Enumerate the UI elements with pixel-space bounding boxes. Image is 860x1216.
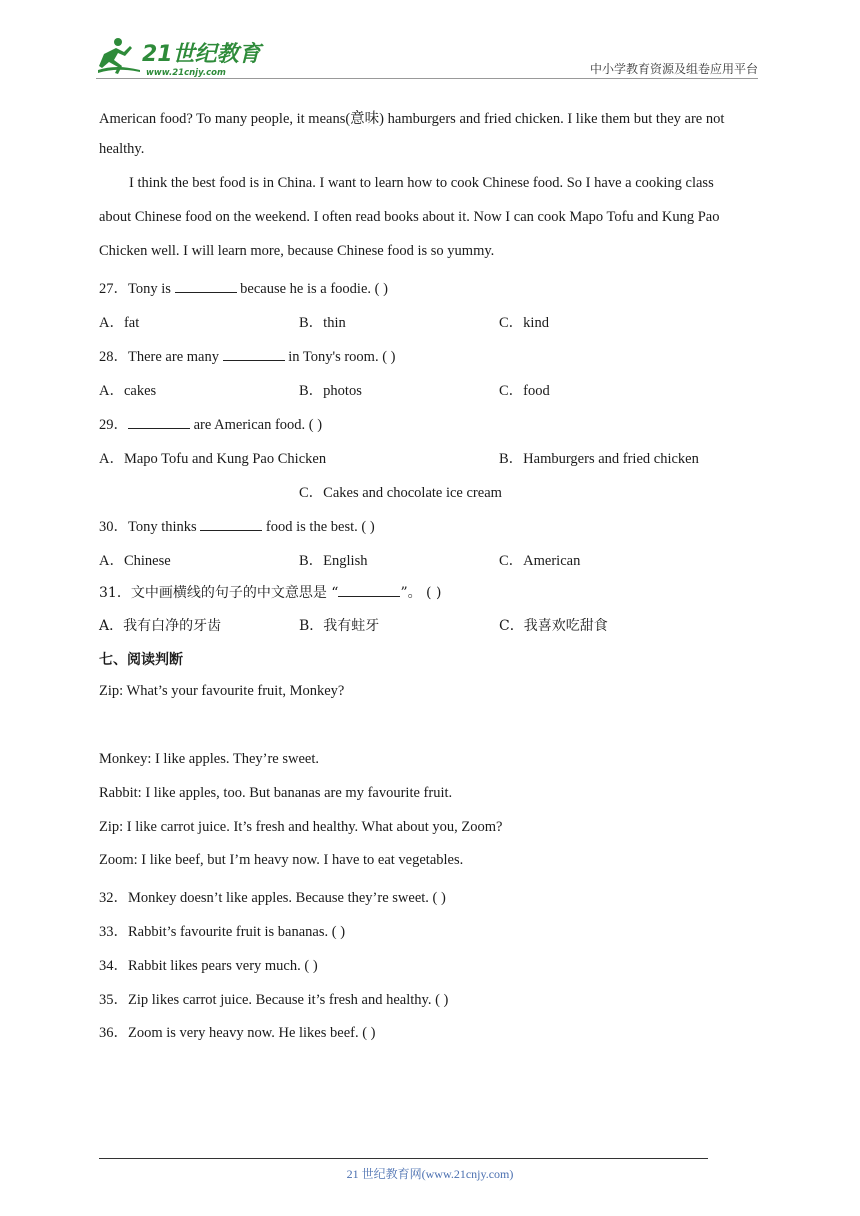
question-text: There are many (128, 349, 223, 365)
question-text: because he is a foodie. ( ) (236, 281, 388, 297)
question-30 (99, 515, 375, 536)
question-text: ”。 ( ) (400, 585, 442, 601)
answer-blank[interactable] (128, 415, 190, 429)
dialogue-line: Zip: I like carrot juice. It’s fresh and healthy. What about you, Zoom? (99, 819, 503, 835)
question-text: Tony thinks (128, 519, 201, 535)
dialogue-line: Rabbit: I like apples, too. But bananas are my favourite fruit. (99, 785, 453, 801)
answer-blank[interactable] (338, 583, 400, 597)
site-logo (96, 34, 266, 78)
passage-p2-line1: I think the best food is in China. I want to learn how to cook Chinese food. So I have a cooking class (129, 175, 714, 191)
page-header (96, 30, 758, 80)
judgement-33[interactable]: 33．Rabbit’s favourite fruit is bananas. ( ) (99, 924, 346, 940)
platform-name: 中小学教育资源及组卷应用平台 (589, 62, 758, 76)
option-c[interactable]: C．American (499, 553, 581, 569)
passage-p1-line2: healthy. (99, 141, 145, 157)
judgement-35[interactable]: 35．Zip likes carrot juice. Because it’s fresh and healthy. ( ) (99, 992, 449, 1008)
option-b[interactable]: B．English (299, 553, 368, 569)
option-b[interactable]: B．Hamburgers and fried chicken (499, 451, 699, 467)
footer-link[interactable]: 21 世纪教育网(www.21cnjy.com) (346, 1167, 514, 1181)
question-28 (99, 345, 396, 366)
logo-url: www.21cnjy.com (146, 68, 226, 78)
option-a[interactable]: A．Mapo Tofu and Kung Pao Chicken (99, 451, 327, 467)
judgement-32[interactable]: 32．Monkey doesn’t like apples. Because they’re sweet. ( ) (99, 890, 446, 906)
passage-p1-line1: American food? To many people, it means(意味) hamburgers and fried chicken. I like them but they are not (99, 111, 725, 127)
option-a[interactable]: A．fat (99, 315, 140, 331)
answer-blank[interactable] (200, 517, 262, 531)
option-a[interactable]: A．我有白净的牙齿 (99, 618, 222, 634)
answer-blank[interactable] (223, 347, 285, 361)
dialogue-line: Monkey: I like apples. They’re sweet. (99, 751, 319, 767)
option-c[interactable]: C．我喜欢吃甜食 (499, 618, 608, 634)
option-b[interactable]: B．我有蛀牙 (299, 618, 380, 634)
passage-p2-line2: about Chinese food on the weekend. I often read books about it. Now I can cook Mapo Tofu and Kung Pao (99, 209, 720, 225)
option-b[interactable]: B．thin (299, 315, 346, 331)
question-27 (99, 277, 388, 298)
question-number: 31． (99, 585, 131, 601)
question-number: 28． (99, 349, 128, 365)
option-c[interactable]: C．food (499, 383, 550, 399)
dialogue-line: Zip: What’s your favourite fruit, Monkey? (99, 683, 345, 699)
judgement-36[interactable]: 36．Zoom is very heavy now. He likes beef. ( ) (99, 1025, 376, 1041)
logo-text: 21世纪教育 (142, 42, 261, 67)
option-c[interactable]: C．kind (499, 315, 549, 331)
passage-p2-line3: Chicken well. I will learn more, because Chinese food is so yummy. (99, 243, 495, 259)
question-text: are American food. ( ) (190, 417, 323, 433)
footer-divider (99, 1158, 708, 1159)
question-number: 27． (99, 281, 128, 297)
dialogue-line: Zoom: I like beef, but I’m heavy now. I have to eat vegetables. (99, 852, 464, 868)
option-b[interactable]: B．photos (299, 383, 362, 399)
question-31 (99, 582, 441, 602)
question-text: 文中画横线的句子的中文意思是 “ (130, 585, 339, 601)
option-a[interactable]: A．cakes (99, 383, 157, 399)
section-title: 七、阅读判断 (99, 652, 183, 668)
question-number: 30． (99, 519, 128, 535)
question-text: in Tony's room. ( ) (284, 349, 396, 365)
question-29 (99, 413, 322, 434)
option-a[interactable]: A．Chinese (99, 553, 171, 569)
judgement-34[interactable]: 34．Rabbit likes pears very much. ( ) (99, 958, 318, 974)
option-c[interactable]: C．Cakes and chocolate ice cream (299, 485, 502, 501)
answer-blank[interactable] (175, 279, 237, 293)
question-text: food is the best. ( ) (262, 519, 375, 535)
question-number: 29． (99, 417, 128, 433)
question-text: Tony is (128, 281, 175, 297)
header-divider (96, 78, 758, 79)
